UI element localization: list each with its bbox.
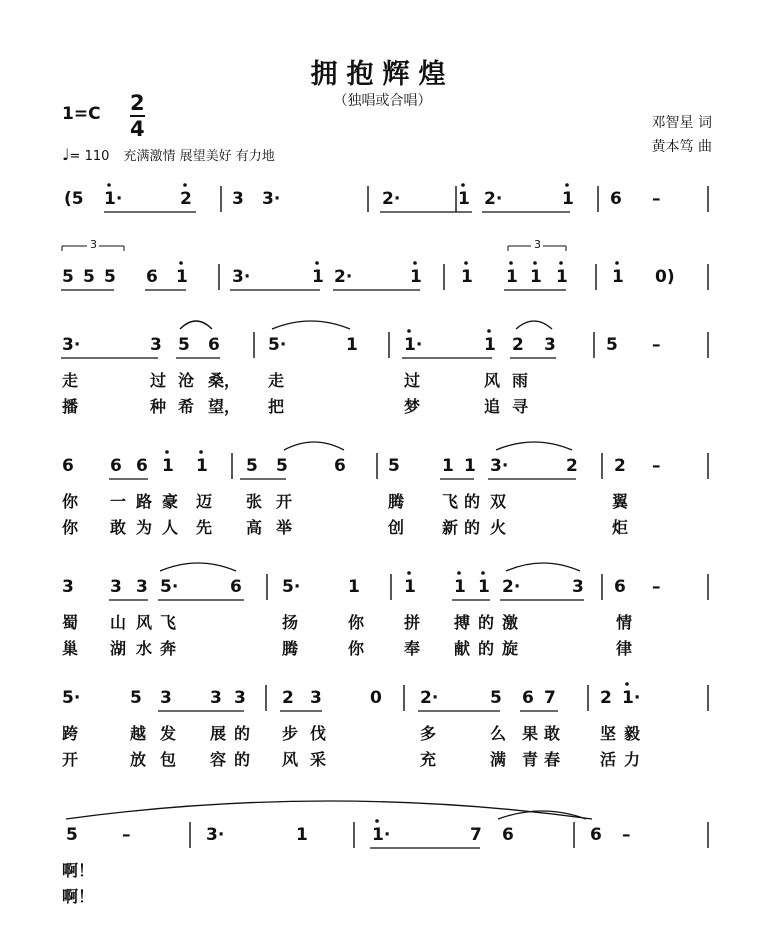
note: 3: [150, 335, 162, 355]
lyric-word: 飞: [160, 613, 177, 632]
lyric-word: 把: [268, 397, 285, 416]
note: 7: [544, 688, 556, 708]
lyric-word: 力: [624, 750, 641, 769]
note: 5: [178, 335, 190, 355]
note: 3·: [262, 189, 281, 209]
lyric-word: 多: [420, 724, 437, 743]
note: 1·: [404, 335, 423, 355]
lyric-word: 激: [502, 613, 519, 632]
lyric-word: 的: [464, 492, 481, 511]
note: 5·: [268, 335, 287, 355]
note: 0): [655, 267, 675, 287]
high-octave-dot: [509, 261, 513, 265]
note: 5: [388, 456, 400, 476]
note: –: [122, 825, 131, 845]
lyric-word: 坚: [600, 724, 617, 743]
lyric-word: 敢: [110, 518, 127, 537]
lyric-word: 伐: [310, 724, 327, 743]
note: 2·: [382, 189, 401, 209]
lyric-word: 播: [62, 397, 79, 416]
note: 7: [470, 825, 482, 845]
note: 2: [282, 688, 294, 708]
note: 6: [208, 335, 220, 355]
note: 1·: [104, 189, 123, 209]
lyric-word: 的: [234, 724, 251, 743]
high-octave-dot: [179, 261, 183, 265]
note: 3·: [490, 456, 509, 476]
note: 2: [614, 456, 626, 476]
note: 2·: [334, 267, 353, 287]
lyric-word: 桑，: [208, 371, 241, 390]
note: 5·: [62, 688, 81, 708]
high-octave-dot: [407, 329, 411, 333]
composer-credit: 黄本笃 曲: [651, 139, 712, 155]
lyric-word: 的: [478, 613, 495, 632]
note: 5: [130, 688, 142, 708]
lyric-word: 炬: [612, 518, 629, 537]
high-octave-dot: [565, 183, 569, 187]
note: 5: [276, 456, 288, 476]
lyric-word: 迈: [196, 492, 213, 511]
note: 3·: [62, 335, 81, 355]
note: 5: [62, 267, 74, 287]
lyric-word: 啊！: [62, 887, 95, 906]
note: 1·: [372, 825, 391, 845]
lyric-word: 过: [150, 371, 167, 390]
note: 3: [136, 577, 148, 597]
lyric-word: 包: [160, 750, 177, 769]
note: 3: [210, 688, 222, 708]
note: 1: [296, 825, 308, 845]
note: 5: [490, 688, 502, 708]
quarter-note-icon: ♩: [62, 145, 70, 164]
high-octave-dot: [487, 329, 491, 333]
lyric-word: 望，: [208, 397, 241, 416]
note: –: [622, 825, 631, 845]
high-octave-dot: [407, 571, 411, 575]
note: 1: [442, 456, 454, 476]
note: 3: [234, 688, 246, 708]
lyric-word: 跨: [62, 724, 79, 743]
tuplet-number: 3: [90, 238, 97, 251]
slur: [516, 321, 552, 329]
lyric-word: 风: [282, 750, 299, 769]
lyric-word: 满: [490, 750, 507, 769]
tempo-value: = 110: [69, 149, 110, 164]
lyric-word: 沧: [178, 371, 195, 390]
lyric-word: 你: [62, 518, 79, 537]
lyric-word: 发: [160, 724, 177, 743]
lyric-word: 么: [490, 724, 507, 743]
song-title: 拥抱辉煌: [310, 59, 455, 90]
lyric-word: 开: [276, 492, 293, 511]
lyric-word: 旋: [502, 639, 519, 658]
time-signature-top: 2: [130, 91, 145, 115]
lyric-word: 采: [310, 750, 327, 769]
note: 1: [176, 267, 188, 287]
lyric-word: 走: [62, 371, 79, 390]
note: 6: [590, 825, 602, 845]
time-signature-bottom: 4: [130, 117, 145, 141]
lyric-word: 走: [268, 371, 285, 390]
lyric-word: 雨: [512, 371, 529, 390]
lyric-word: 你: [348, 639, 365, 658]
lyric-word: 豪: [162, 492, 179, 511]
high-octave-dot: [625, 682, 629, 686]
high-octave-dot: [461, 183, 465, 187]
note: 3·: [206, 825, 225, 845]
lyric-word: 风: [484, 371, 501, 390]
key-signature: 1=C: [62, 104, 101, 124]
note: 1: [562, 189, 574, 209]
lyric-word: 越: [130, 724, 147, 743]
lyric-word: 风: [136, 613, 153, 632]
lyric-word: 活: [600, 750, 617, 769]
lyric-word: 啊！: [62, 861, 95, 880]
high-octave-dot: [107, 183, 111, 187]
note: 2·: [484, 189, 503, 209]
lyric-word: 为: [136, 518, 153, 537]
slur: [272, 321, 350, 329]
lyric-word: 腾: [388, 492, 405, 511]
note: 5·: [160, 577, 179, 597]
slur: [496, 442, 572, 450]
lyric-word: 水: [136, 639, 153, 658]
lyric-word: 湖: [110, 639, 127, 658]
lyric-word: 创: [388, 518, 405, 537]
high-octave-dot: [481, 571, 485, 575]
lyric-word: 情: [616, 613, 633, 632]
lyric-word: 新: [442, 518, 459, 537]
note: 6: [136, 456, 148, 476]
note: 5: [104, 267, 116, 287]
note: 1: [556, 267, 568, 287]
note: 3: [62, 577, 74, 597]
lyric-word: 青: [522, 750, 539, 769]
note: 0: [370, 688, 382, 708]
note: 1: [346, 335, 358, 355]
lyric-word: 步: [282, 724, 299, 743]
high-octave-dot: [533, 261, 537, 265]
note: –: [652, 456, 661, 476]
lyric-word: 追: [484, 397, 501, 416]
note: 5·: [282, 577, 301, 597]
lyric-word: 过: [404, 371, 421, 390]
lyric-word: 春: [544, 750, 561, 769]
note: 2: [512, 335, 524, 355]
lyric-word: 腾: [282, 639, 299, 658]
note: 1: [478, 577, 490, 597]
expression-text: 充满激情 展望美好 有力地: [123, 149, 275, 164]
lyric-word: 扬: [282, 613, 299, 632]
note: –: [652, 577, 661, 597]
note: 6: [522, 688, 534, 708]
note: 1: [196, 456, 208, 476]
note: 1: [458, 189, 470, 209]
note: 3·: [232, 267, 251, 287]
high-octave-dot: [413, 261, 417, 265]
slur: [180, 321, 212, 329]
lyric-word: 寻: [512, 397, 529, 416]
lyric-word: 奉: [404, 639, 421, 658]
note: 1: [461, 267, 473, 287]
note: 3: [310, 688, 322, 708]
lyric-word: 献: [454, 639, 471, 658]
note: 6: [230, 577, 242, 597]
note: 3: [544, 335, 556, 355]
lyric-word: 巢: [62, 639, 79, 658]
note: –: [652, 189, 661, 209]
note: 5: [246, 456, 258, 476]
high-octave-dot: [183, 183, 187, 187]
note: 1: [312, 267, 324, 287]
note: 5: [83, 267, 95, 287]
lyricist-credit: 邓智星 词: [651, 115, 712, 131]
note: 2·: [420, 688, 439, 708]
lyric-word: 火: [490, 518, 507, 537]
lyric-word: 容: [210, 750, 227, 769]
note: 1·: [622, 688, 641, 708]
slur: [160, 563, 236, 571]
slur: [284, 442, 344, 450]
note: 1: [454, 577, 466, 597]
note: 3: [232, 189, 244, 209]
lyric-word: 高: [246, 518, 263, 537]
high-octave-dot: [199, 450, 203, 454]
slur: [66, 801, 592, 819]
lyric-word: 一: [110, 492, 127, 511]
note: 6: [62, 456, 74, 476]
lyric-word: 你: [62, 492, 79, 511]
note: 1: [506, 267, 518, 287]
high-octave-dot: [615, 261, 619, 265]
lyric-word: 张: [246, 492, 263, 511]
note: 3: [160, 688, 172, 708]
note: 1: [612, 267, 624, 287]
high-octave-dot: [165, 450, 169, 454]
lyric-word: 人: [162, 518, 179, 537]
lyric-word: 律: [616, 639, 633, 658]
lyric-word: 种: [150, 397, 167, 416]
lyric-word: 的: [234, 750, 251, 769]
high-octave-dot: [457, 571, 461, 575]
lyric-word: 翼: [612, 492, 629, 511]
lyric-word: 充: [420, 750, 437, 769]
tuplet-number: 3: [534, 238, 541, 251]
song-subtitle: （独唱或合唱）: [333, 93, 432, 109]
note: 1: [530, 267, 542, 287]
lyric-word: 梦: [404, 397, 421, 416]
lyric-word: 拼: [404, 613, 421, 632]
note: 5: [66, 825, 78, 845]
note: 2: [600, 688, 612, 708]
note: 2·: [502, 577, 521, 597]
lyric-word: 奔: [160, 639, 177, 658]
lyric-word: 路: [136, 492, 153, 511]
lyric-word: 开: [62, 750, 79, 769]
lyric-word: 放: [130, 750, 147, 769]
note: 6: [334, 456, 346, 476]
note: 1: [162, 456, 174, 476]
lyric-word: 毅: [624, 724, 641, 743]
lyric-word: 搏: [454, 613, 471, 632]
slur: [506, 563, 580, 571]
note: 2: [180, 189, 192, 209]
note: (5: [64, 189, 84, 209]
note: 2: [566, 456, 578, 476]
lyric-word: 敢: [544, 724, 561, 743]
high-octave-dot: [464, 261, 468, 265]
note: 6: [146, 267, 158, 287]
lyric-word: 展: [210, 724, 227, 743]
high-octave-dot: [375, 819, 379, 823]
note: 3: [110, 577, 122, 597]
note: 5: [606, 335, 618, 355]
note: 6: [614, 577, 626, 597]
lyric-word: 希: [178, 397, 195, 416]
high-octave-dot: [315, 261, 319, 265]
lyric-word: 飞: [442, 492, 459, 511]
lyric-word: 山: [110, 613, 127, 632]
lyric-word: 先: [196, 518, 213, 537]
note: –: [652, 335, 661, 355]
high-octave-dot: [559, 261, 563, 265]
lyric-word: 双: [490, 492, 507, 511]
note: 1: [410, 267, 422, 287]
lyric-word: 你: [348, 613, 365, 632]
note: 6: [502, 825, 514, 845]
lyric-word: 举: [276, 518, 293, 537]
note: 1: [404, 577, 416, 597]
note: 3: [572, 577, 584, 597]
note: 6: [610, 189, 622, 209]
lyric-word: 的: [464, 518, 481, 537]
note: 1: [484, 335, 496, 355]
lyric-word: 蜀: [62, 613, 79, 632]
note: 1: [348, 577, 360, 597]
note: 1: [464, 456, 476, 476]
note: 6: [110, 456, 122, 476]
lyric-word: 的: [478, 639, 495, 658]
lyric-word: 果: [522, 724, 539, 743]
